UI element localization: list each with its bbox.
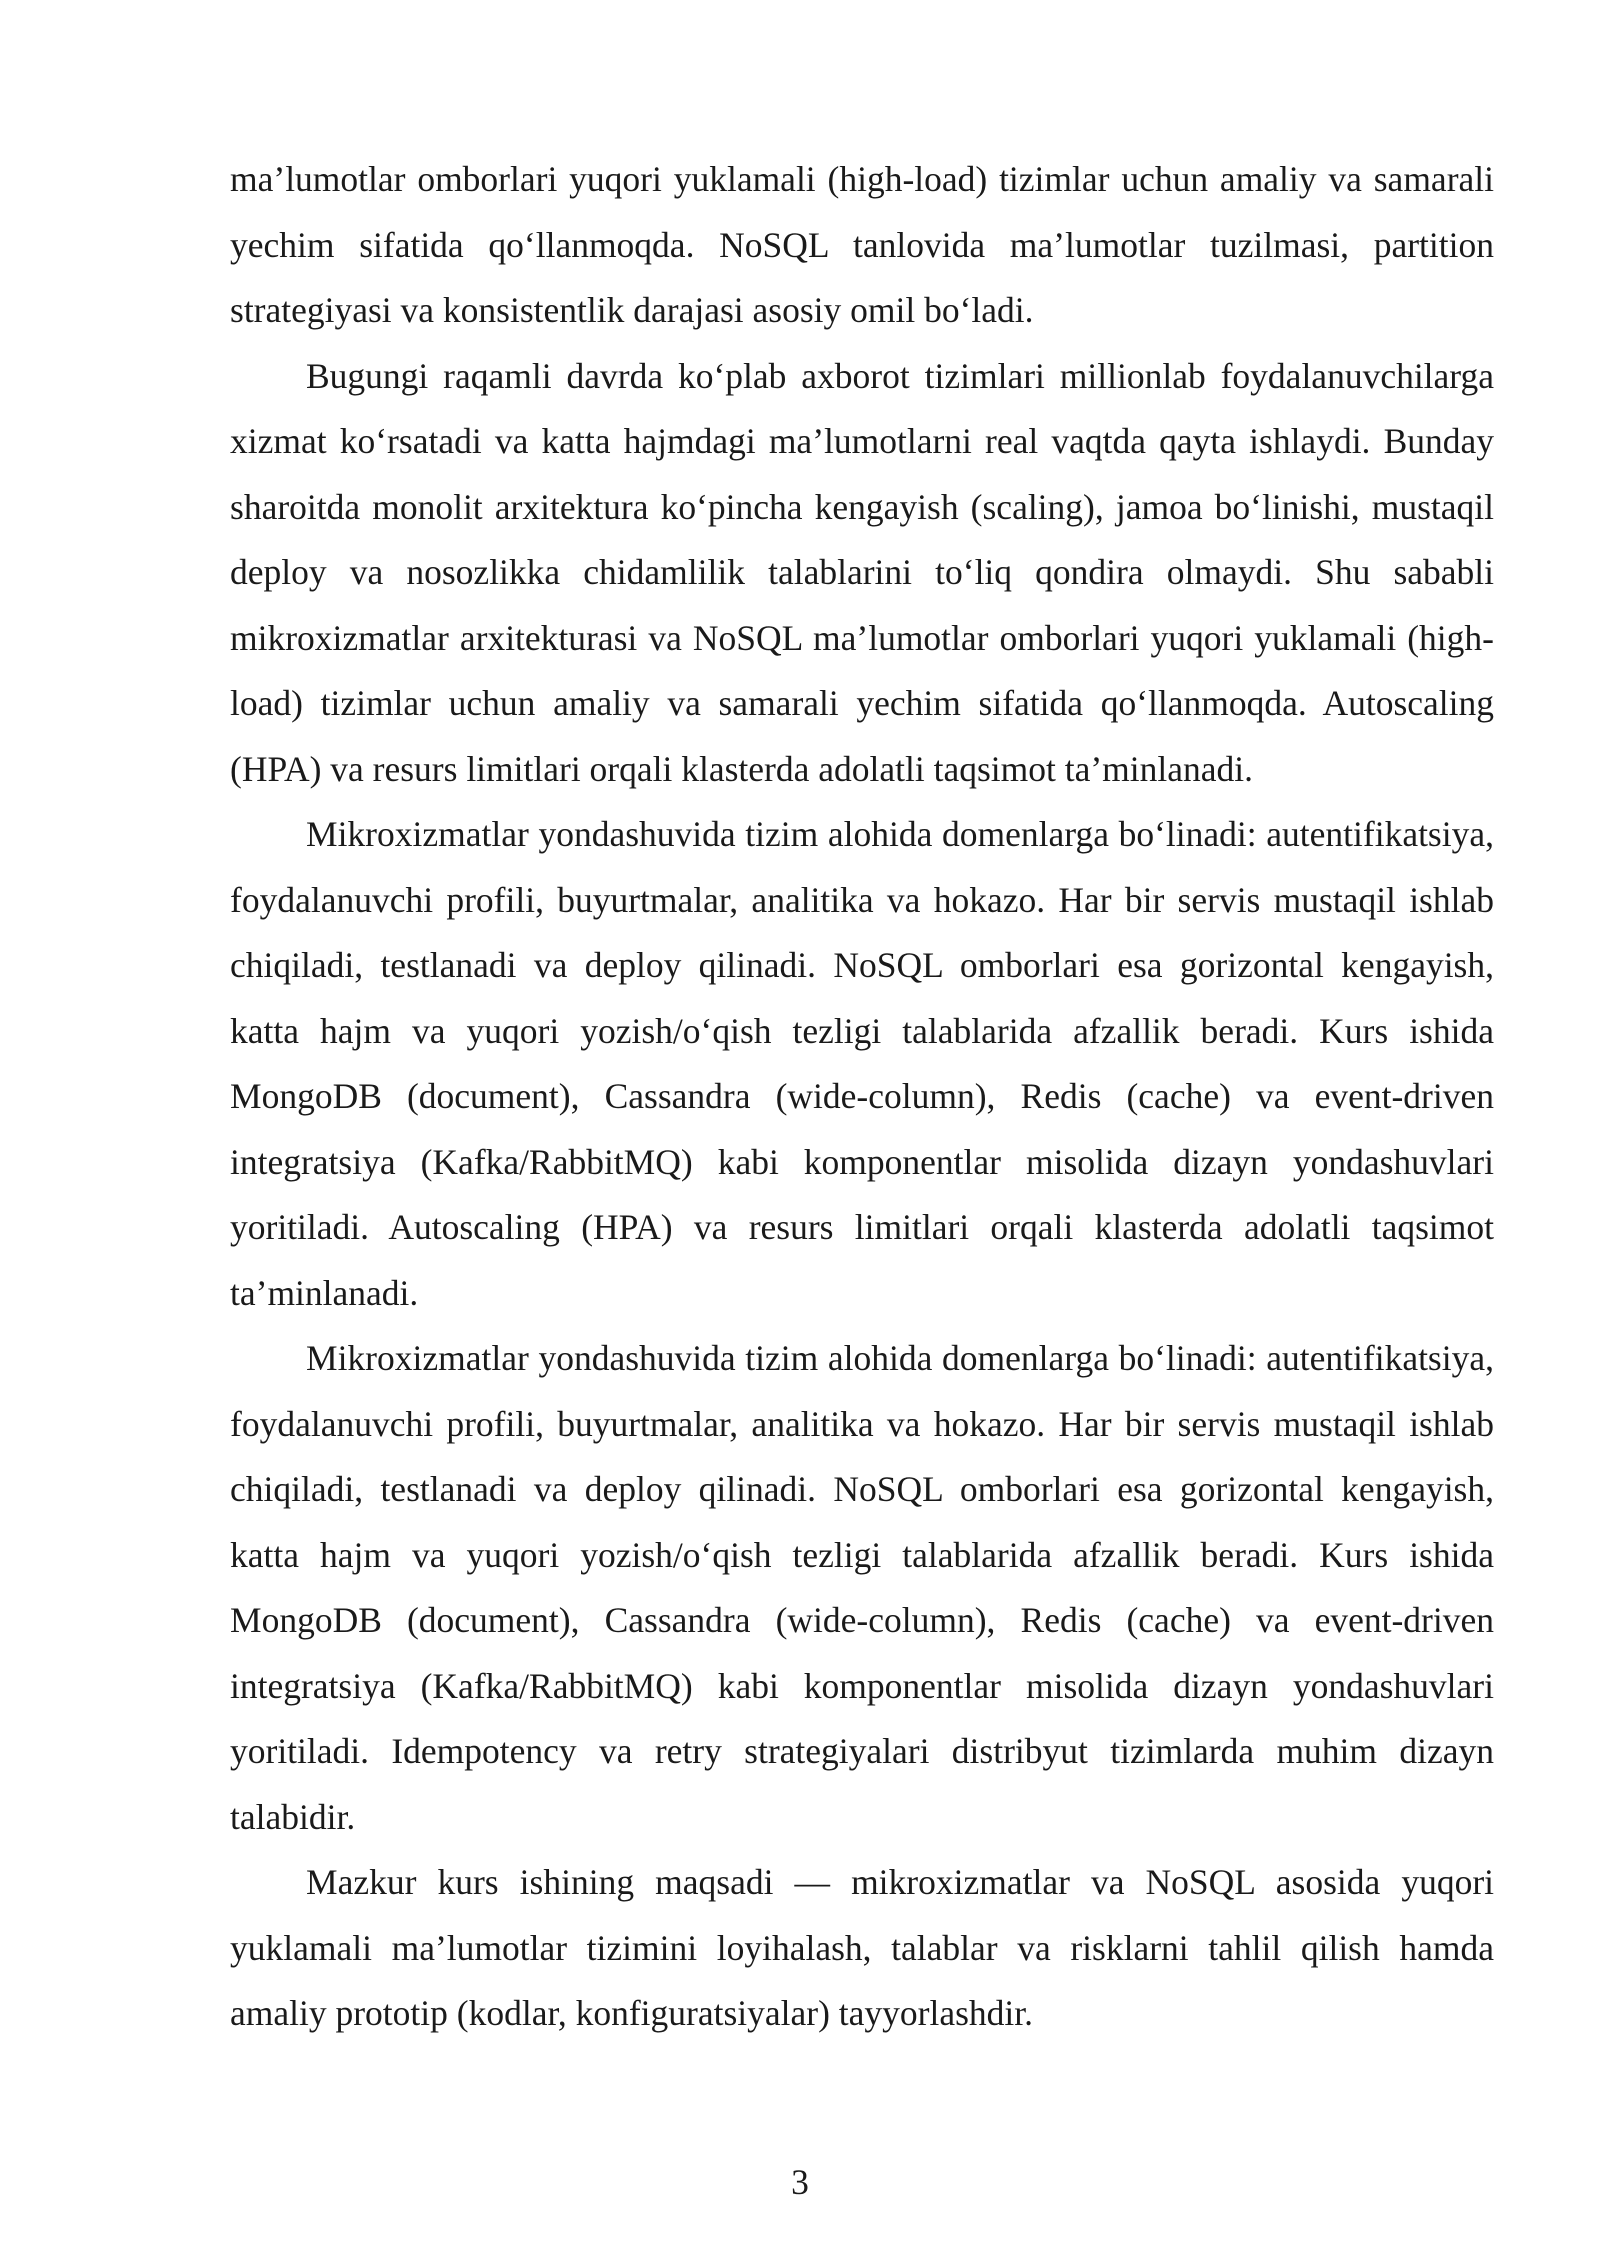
- paragraph: Mikroxizmatlar yondashuvida tizim alohida domenlarga bo‘linadi: autentifikatsiya, foydalanuvchi profili, buyurtmalar, analitika va hokazo. Har bir servis mustaqil ishlab chiqiladi, testlanadi va deploy qilinadi. NoSQL omborlari esa gorizontal kengayish, katta hajm va yuqori yozish/o‘qish tezligi talablarida afzallik beradi. Kurs ishida MongoDB (document), Cassandra (wide-column), Redis (cache) va event-driven integratsiya (Kafka/RabbitMQ) kabi komponentlar misolida dizayn yondashuvlari yoritiladi. Autoscaling (HPA) va resurs limitlari orqali klasterda adolatli taqsimot ta’minlanadi.: [230, 814, 1494, 1313]
- paragraph: Mazkur kurs ishining maqsadi — mikroxizmatlar va NoSQL asosida yuqori yuklamali ma’lumotlar tizimini loyihalash, talablar va risklarni tahlil qilish hamda amaliy prototip (kodlar, konfiguratsiyalar) tayyorlashdir.: [230, 1862, 1494, 2033]
- paragraph-continuation: ma’lumotlar omborlari yuqori yuklamali (high-load) tizimlar uchun amaliy va samarali yechim sifatida qo‘llanmoqda. NoSQL tanlovida ma’lumotlar tuzilmasi, partition strategiyasi va konsistentlik darajasi asosiy omil bo‘ladi.: [230, 159, 1494, 330]
- page-number: 3: [791, 2162, 809, 2202]
- body-text: [230, 147, 1494, 2047]
- paragraph: Bugungi raqamli davrda ko‘plab axborot tizimlari millionlab foydalanuvchilarga xizmat ko‘rsatadi va katta hajmdagi ma’lumotlarni real vaqtda qayta ishlaydi. Bunday sharoitda monolit arxitektura ko‘pincha kengayish (scaling), jamoa bo‘linishi, mustaqil deploy va nosozlikka chidamlilik talablarini to‘liq qondira olmaydi. Shu sababli mikroxizmatlar arxitekturasi va NoSQL ma’lumotlar omborlari yuqori yuklamali (high-load) tizimlar uchun amaliy va samarali yechim sifatida qo‘llanmoqda. Autoscaling (HPA) va resurs limitlari orqali klasterda adolatli taqsimot ta’minlanadi.: [230, 355, 1494, 789]
- paragraph: Mikroxizmatlar yondashuvida tizim alohida domenlarga bo‘linadi: autentifikatsiya, foydalanuvchi profili, buyurtmalar, analitika va hokazo. Har bir servis mustaqil ishlab chiqiladi, testlanadi va deploy qilinadi. NoSQL omborlari esa gorizontal kengayish, katta hajm va yuqori yozish/o‘qish tezligi talablarida afzallik beradi. Kurs ishida MongoDB (document), Cassandra (wide-column), Redis (cache) va event-driven integratsiya (Kafka/RabbitMQ) kabi komponentlar misolida dizayn yondashuvlari yoritiladi. Idempotency va retry strategiyalari distribyut tizimlarda muhim dizayn talabidir.: [230, 1338, 1494, 1837]
